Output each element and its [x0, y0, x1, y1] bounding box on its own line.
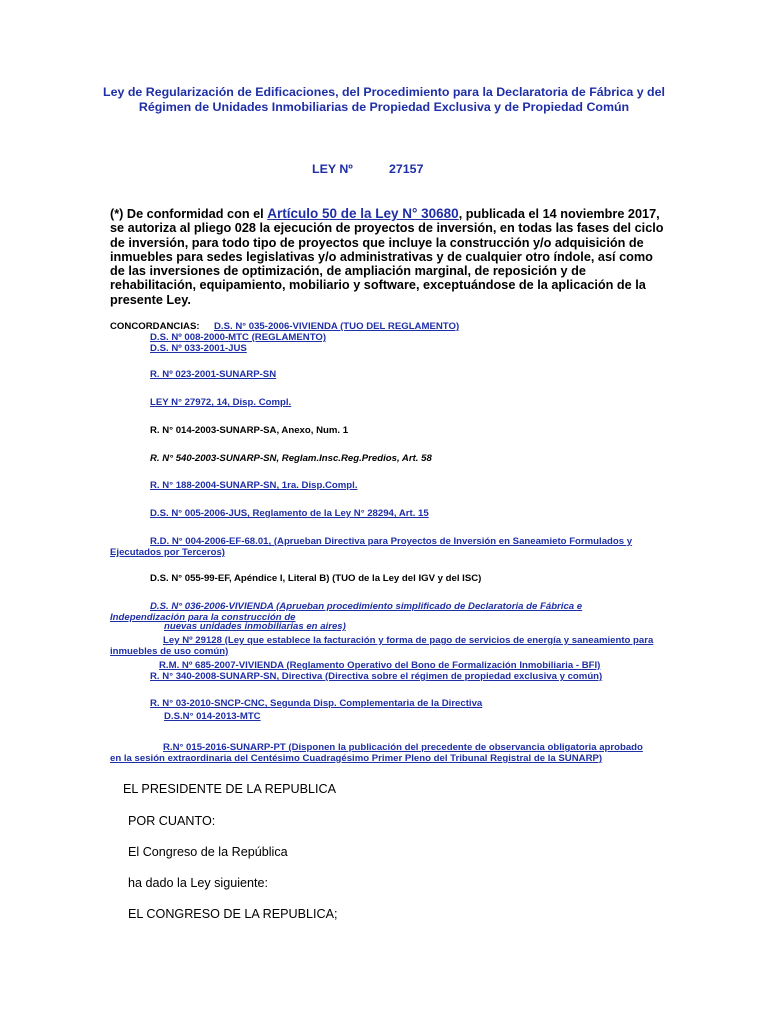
- concordancia-link[interactable]: nuevas unidades inmobiliarias en aires): [164, 621, 346, 632]
- note-prefix: (*) De conformidad con el: [110, 207, 268, 221]
- concordancia-link[interactable]: LEY N° 27972, 14, Disp. Compl.: [150, 397, 292, 408]
- ha-dado-line: ha dado la Ley siguiente:: [128, 876, 269, 890]
- law-title: Ley de Regularización de Edificaciones, del Procedimiento para la Declaratoria de Fábrica y del Régimen de Unidades Inmobiliarias de Propiedad Exclusiva y de Propiedad Común: [103, 85, 665, 114]
- concordancia-link[interactable]: D.S. Nº 033-2001-JUS: [150, 343, 247, 354]
- congreso-line: El Congreso de la República: [128, 845, 288, 859]
- concordancia-link[interactable]: R. N° 188-2004-SUNARP-SN, 1ra. Disp.Compl.: [150, 480, 358, 491]
- concordancia-link[interactable]: R.M. Nº 685-2007-VIVIENDA (Reglamento Operativo del Bono de Formalización Inmobiliaria - BFI): [159, 660, 601, 671]
- concordancia-link[interactable]: D.S. N° 035-2006-VIVIENDA (TUO DEL REGLAMENTO): [214, 321, 460, 332]
- concordancia-link[interactable]: R. N° 03-2010-SNCP-CNC, Segunda Disp. Complementaria de la Directiva: [150, 698, 483, 709]
- concordancia-link[interactable]: Ley Nº 29128 (Ley que establece la facturación y forma de pago de servicios de energía y saneamiento para inmuebles de uso común): [110, 635, 654, 657]
- conformity-note: [110, 207, 666, 307]
- concordancia-text: R. N° 014-2003-SUNARP-SA, Anexo, Num. 1: [150, 425, 349, 436]
- el-congreso-heading: EL CONGRESO DE LA REPUBLICA;: [128, 907, 338, 921]
- article-link[interactable]: Artículo 50 de la Ley N° 30680: [267, 206, 459, 221]
- concordancia-link[interactable]: D.S. Nº 008-2000-MTC (REGLAMENTO): [150, 332, 327, 343]
- concordancia-link[interactable]: R. N° 340-2008-SUNARP-SN, Directiva (Directiva sobre el régimen de propiedad exclusiva y común): [150, 671, 603, 682]
- concordancia-text: D.S. N° 055-99-EF, Apéndice I, Literal B) (TUO de la Ley del IGV y del ISC): [150, 573, 482, 584]
- concordancia-text: R. N° 540-2003-SUNARP-SN, Reglam.Insc.Reg.Predios, Art. 58: [150, 453, 432, 464]
- concordancia-link[interactable]: D.S. N° 036-2006-VIVIENDA (Aprueban procedimiento simplificado de Declaratoria de Fábrica e Independización para la construcción de: [110, 601, 583, 623]
- concordancias-label: CONCORDANCIAS:: [110, 321, 200, 332]
- concordancia-link[interactable]: R.N° 015-2016-SUNARP-PT (Disponen la publicación del precedente de observancia obligatoria aprobado en la sesión extraordinaria del Centésimo Cuadragésimo Primer Pleno del Tribunal Registral de la SUNARP): [110, 742, 643, 764]
- presidente-heading: EL PRESIDENTE DE LA REPUBLICA: [123, 782, 336, 796]
- concordancia-link[interactable]: R. Nº 023-2001-SUNARP-SN: [150, 369, 277, 380]
- ley-label: LEY Nº: [312, 162, 353, 176]
- ley-number: 27157: [389, 162, 424, 176]
- concordancia-link[interactable]: R.D. N° 004-2006-EF-68.01, (Aprueban Directiva para Proyectos de Inversión en Saneamieto Formulados y Ejecutados por Terceros): [110, 536, 633, 558]
- por-cuanto: POR CUANTO:: [128, 814, 216, 828]
- concordancia-link[interactable]: D.S.N° 014-2013-MTC: [164, 711, 261, 722]
- note-body: , publicada el 14 noviembre 2017, se autoriza al pliego 028 la ejecución de proyectos de inversión, en todas las fases del ciclo de inversión, para todo tipo de proyectos que incluye la construcción y/o adquisición de inmuebles para sedes legislativas y/o administrativas y de cualquier otro índole, así como de las inversiones de optimización, de ampliación marginal, de reposición y de rehabilitación, equipamiento, mobiliario y software, exceptuándose de la aplicación de la presente Ley.: [110, 207, 664, 307]
- concordancia-link[interactable]: D.S. N° 005-2006-JUS, Reglamento de la Ley N° 28294, Art. 15: [150, 508, 429, 519]
